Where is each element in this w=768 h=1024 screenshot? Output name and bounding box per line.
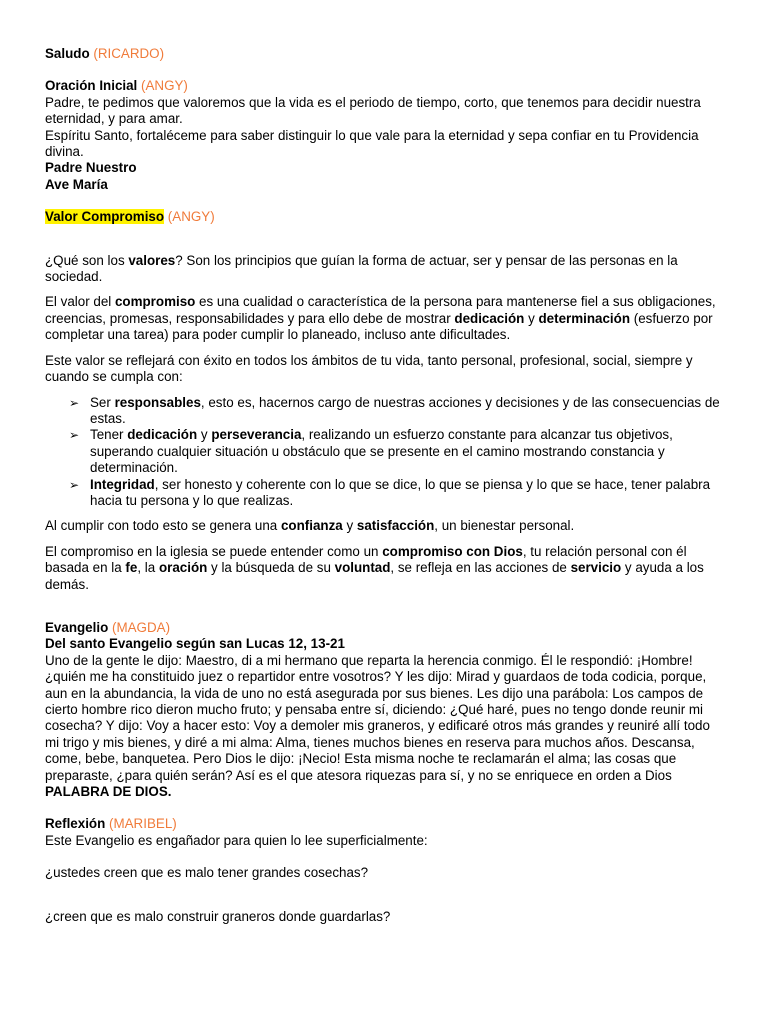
- oracion-heading: [45, 78, 725, 94]
- valores-question: ¿Qué son los valores? Son los principios que guían la forma de actuar, ser y pensar de las personas en la sociedad.: [45, 252, 678, 285]
- cumplir-paragraph: Al cumplir con todo esto se genera una confianza y satisfacción, un bienestar personal.: [45, 518, 575, 534]
- saludo-title: Saludo: [45, 46, 90, 61]
- oracion-title: Oración Inicial: [45, 78, 138, 94]
- evangelio-text: Uno de la gente le dijo: Maestro, di a mi hermano que reparta la herencia conmigo. Él le respondió: ¡Hombre! ¿quién me ha constituido juez o repartidor entre vosotros? Y les dijo: Mirad y guardaos de toda codicia, porque, aun en la abundancia, la vida de uno no está asegurada por sus bienes. Les dijo una parábola: Los campos de cierto hombre rico dieron mucho fruto; y pensaba entre sí, diciendo: ¿Qué haré, pues no tengo donde reunir mi cosecha? Y dijo: Voy a hacer esto: Voy a demoler mis graneros, y edificaré otros más grandes y reuniré allí todo mi trigo y mis bienes, y diré a mi alma: Alma, tienes muchos bienes en reserva para muchos años. Descansa, come, bebe, banquetea. Pero Dios le dijo: ¡Necio! Esta misma noche te reclamarán el alma; las cosas que preparaste, ¿para quién serán? Así es el que atesora riquezas para sí, y no se enriquece en orden a Dios PALABRA DE DIOS.: [45, 652, 710, 800]
- saludo-heading: [45, 46, 725, 62]
- list-item: ➢ Tener dedicación y perseverancia, realizando un esfuerzo constante para alcanzar tus objetivos, superando cualquier situación u obstáculo que se presente en el camino mostrando constancia y determinación.: [69, 427, 673, 476]
- valor-title: Valor Compromiso: [45, 209, 165, 225]
- oracion-paragraph-2: Espíritu Santo, fortaléceme para saber distinguir lo que vale para la eternidad y sepa confiar en tu Providencia divina.: [45, 127, 699, 160]
- evangelio-subtitle: Del santo Evangelio según san Lucas 12, 13-21: [45, 636, 345, 652]
- oracion-paragraph-1: Padre, te pedimos que valoremos que la vida es el periodo de tiempo, corto, que tenemos para decidir nuestra eternidad, y para amar.: [45, 94, 701, 127]
- reflexion-title: Reflexión: [45, 816, 106, 832]
- valor-heading: [45, 209, 725, 225]
- evangelio-title: Evangelio: [45, 619, 109, 635]
- iglesia-paragraph: El compromiso en la iglesia se puede entender como un compromiso con Dios, tu relación personal con él basada en la fe, la oración y la búsqueda de su voluntad, se refleja en las acciones de servicio y ayuda a los demás.: [45, 543, 704, 592]
- palabra-de-dios: PALABRA DE DIOS.: [45, 784, 172, 800]
- evangelio-role: (MAGDA): [112, 619, 171, 635]
- bullet-list: [45, 395, 725, 510]
- reflexion-role: (MARIBEL): [109, 816, 177, 832]
- ave-maria: Ave María: [45, 176, 108, 192]
- evangelio-heading: [45, 620, 725, 636]
- oracion-role: (ANGY): [141, 78, 188, 94]
- document-page: [45, 46, 725, 925]
- arrow-bullet-icon: ➢: [69, 395, 80, 410]
- saludo-role: (RICARDO): [93, 46, 165, 61]
- reflexion-question-2: ¿creen que es malo construir graneros donde guardarlas?: [45, 908, 391, 924]
- valor-role: (ANGY): [167, 209, 215, 225]
- list-item: ➢ Integridad, ser honesto y coherente con lo que se dice, lo que se piensa y lo que se hace, tener palabra hacia tu persona y lo que realizas.: [69, 476, 711, 508]
- arrow-bullet-icon: ➢: [69, 477, 80, 492]
- compromiso-definition: El valor del compromiso es una cualidad o característica de la persona para mantenerse fiel a sus obligaciones, creencias, promesas, responsabilidades y para ello debe de mostrar dedicación y determinación (esfuerzo por completar una tarea) para poder cumplir lo planeado, incluso ante dificultades.: [45, 294, 716, 343]
- list-item: ➢ Ser responsables, esto es, hacernos cargo de nuestras acciones y decisiones y de las consecuencias de estas.: [69, 394, 720, 426]
- reflexion-intro: Este Evangelio es engañador para quien lo lee superficialmente:: [45, 832, 428, 848]
- ambitos-paragraph: Este valor se reflejará con éxito en todos los ámbitos de tu vida, tanto personal, profesional, social, siempre y cuando se cumpla con:: [45, 352, 693, 385]
- arrow-bullet-icon: ➢: [69, 428, 80, 443]
- reflexion-question-1: ¿ustedes creen que es malo tener grandes cosechas?: [45, 865, 369, 881]
- reflexion-heading: [45, 816, 725, 832]
- padre-nuestro: Padre Nuestro: [45, 160, 137, 176]
